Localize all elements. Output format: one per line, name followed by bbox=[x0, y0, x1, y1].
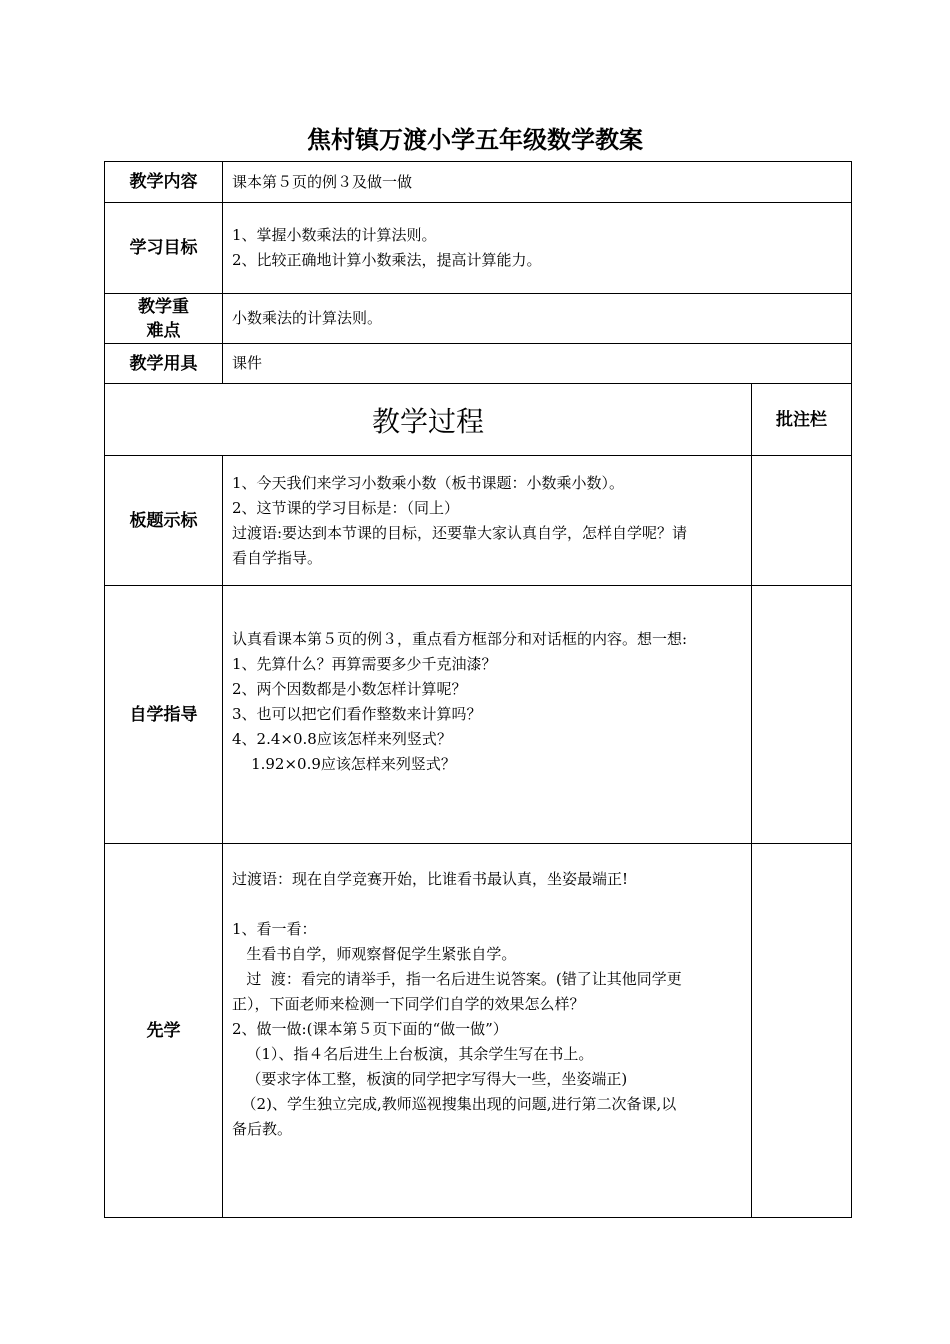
content-pre-learning bbox=[223, 844, 752, 1218]
row-pre-learning bbox=[105, 844, 852, 1218]
process-title: 教学过程 bbox=[105, 384, 752, 456]
notes-column-title: 批注栏 bbox=[752, 384, 852, 456]
content-line: 2、这节课的学习目标是：（同上） bbox=[232, 498, 460, 517]
content-line: 1、先算什么？再算需要多少千克油漆？ bbox=[232, 655, 497, 673]
content-line: 1、看一看： bbox=[232, 920, 317, 938]
value-teaching-tools: 课件 bbox=[223, 344, 852, 384]
notes-cell bbox=[752, 586, 852, 844]
content-line: 1、今天我们来学习小数乘小数（板书课题：小数乘小数）。 bbox=[232, 473, 625, 492]
label-board-title: 板题示标 bbox=[105, 456, 223, 586]
lesson-plan-table bbox=[104, 161, 852, 1218]
content-line: 过渡语：现在自学竞赛开始，比谁看书最认真，坐姿最端正! bbox=[232, 870, 629, 888]
row-process-header bbox=[105, 384, 852, 456]
page-title: 焦村镇万渡小学五年级数学教案 bbox=[307, 126, 643, 154]
content-line: 过渡语:要达到本节课的目标，还要靠大家认真自学，怎样自学呢？请 bbox=[232, 523, 688, 542]
label-pre-learning: 先学 bbox=[105, 844, 223, 1218]
row-teaching-tools bbox=[105, 344, 852, 384]
row-board-title bbox=[105, 456, 852, 586]
content-board-title bbox=[223, 456, 752, 586]
content-line: 备后教。 bbox=[232, 1120, 293, 1138]
label-teaching-content: 教学内容 bbox=[105, 162, 223, 203]
row-teaching-content bbox=[105, 162, 852, 203]
notes-cell bbox=[752, 844, 852, 1218]
content-line: 3、也可以把它们看作整数来计算吗？ bbox=[232, 705, 482, 723]
label-teaching-tools: 教学用具 bbox=[105, 344, 223, 384]
goal-line: 1、掌握小数乘法的计算法则。 bbox=[232, 226, 437, 244]
label-self-study-guide: 自学指导 bbox=[105, 586, 223, 844]
row-self-study-guide bbox=[105, 586, 852, 844]
content-line: （要求字体工整，板演的同学把字写得大一些，坐姿端正) bbox=[232, 1070, 628, 1088]
content-line: 看自学指导。 bbox=[232, 548, 323, 567]
value-teaching-content: 课本第５页的例３及做一做 bbox=[223, 162, 852, 203]
content-self-study-guide bbox=[223, 586, 752, 844]
content-line: （1）、指４名后进生上台板演，其余学生写在书上。 bbox=[232, 1045, 594, 1063]
content-line: 2、两个因数都是小数怎样计算呢？ bbox=[232, 680, 467, 698]
spacer bbox=[232, 892, 743, 917]
content-line: 1.92×0.9应该怎样来列竖式？ bbox=[232, 755, 456, 773]
content-line: （2)、学生独立完成,教师巡视搜集出现的问题,进行第二次备课,以 bbox=[232, 1095, 677, 1113]
row-learning-goals bbox=[105, 203, 852, 294]
label-key-points-line1: 教学重 bbox=[138, 296, 189, 317]
goal-line: 2、比较正确地计算小数乘法，提高计算能力。 bbox=[232, 251, 542, 269]
value-learning-goals bbox=[223, 203, 852, 294]
content-line: 认真看课本第５页的例３，重点看方框部分和对话框的内容。想一想: bbox=[232, 630, 688, 648]
label-learning-goals: 学习目标 bbox=[105, 203, 223, 294]
content-line: 4、2.4×0.8应该怎样来列竖式？ bbox=[232, 730, 452, 748]
row-key-points bbox=[105, 294, 852, 344]
value-key-points: 小数乘法的计算法则。 bbox=[223, 294, 852, 344]
label-key-points bbox=[105, 294, 223, 344]
notes-cell bbox=[752, 456, 852, 586]
content-line: 过 渡：看完的请举手，指一名后进生说答案。(错了让其他同学更 bbox=[232, 970, 682, 988]
content-line: 正），下面老师来检测一下同学们自学的效果怎么样？ bbox=[232, 995, 585, 1013]
content-line: 生看书自学，师观察督促学生紧张自学。 bbox=[232, 945, 517, 963]
label-key-points-line2: 难点 bbox=[146, 320, 181, 341]
content-line: 2、做一做:(课本第５页下面的“做一做”） bbox=[232, 1020, 508, 1038]
